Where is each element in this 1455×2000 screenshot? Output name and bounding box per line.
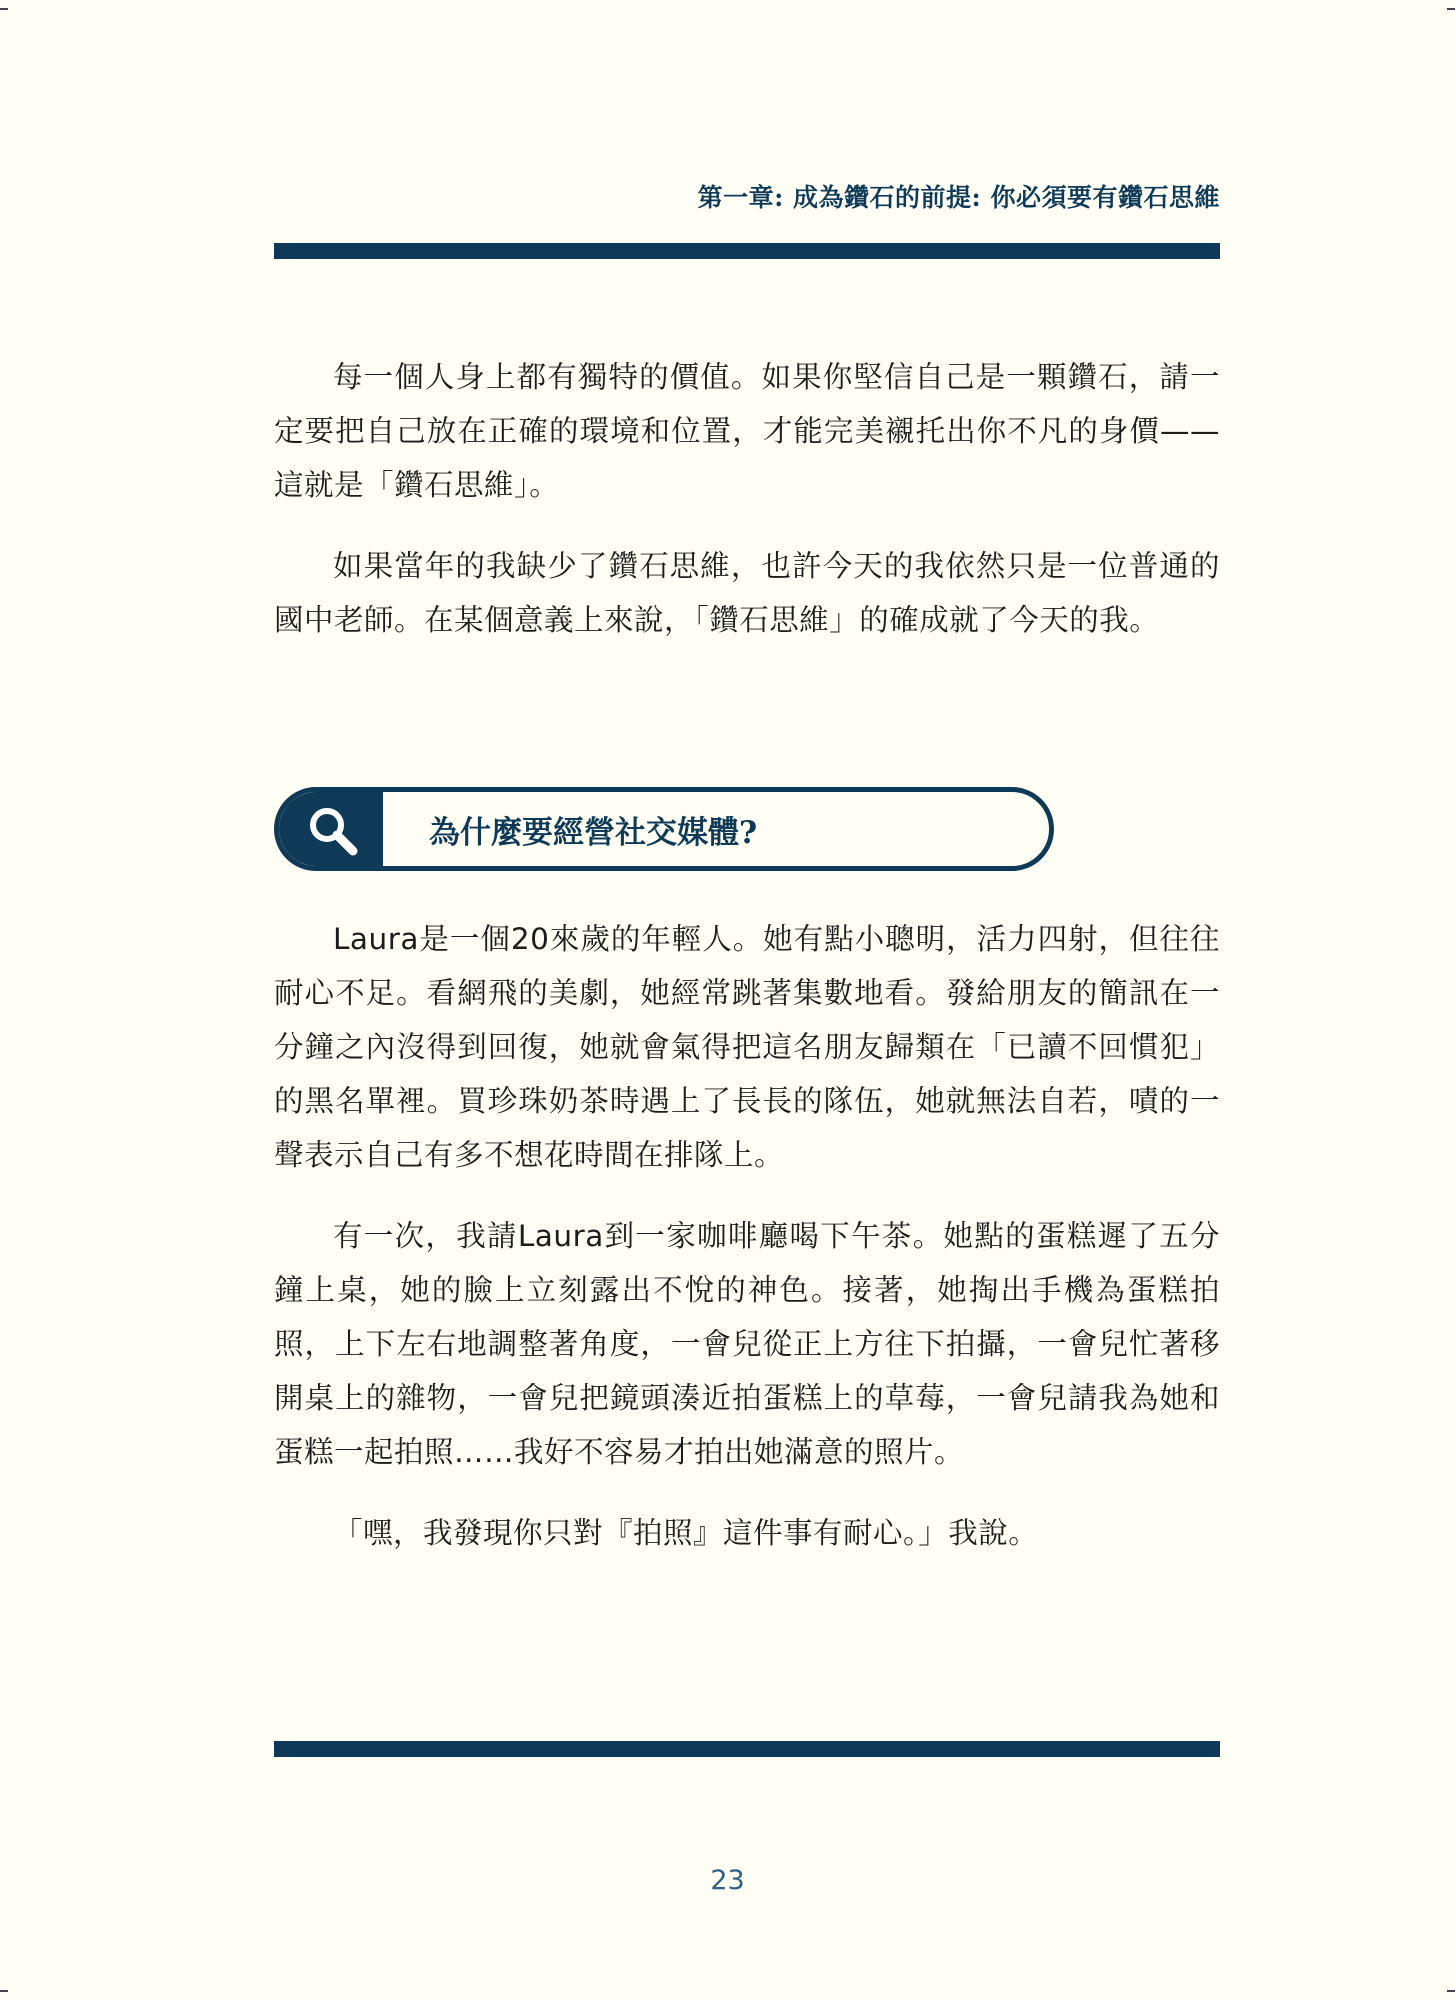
paragraph: 每一個人身上都有獨特的價值。如果你堅信自己是一顆鑽石，請一定要把自己放在正確的環境和位置，才能完美襯托出你不凡的身價——這就是「鑽石思維」。 [274,360,1220,502]
paragraph: 如果當年的我缺少了鑽石思維，也許今天的我依然只是一位普通的國中老師。在某個意義上來說，「鑽石思維」的確成就了今天的我。 [274,549,1220,637]
header-rule [274,243,1220,259]
section-heading [274,787,1054,871]
crop-mark-bottom-left [0,1990,8,1992]
section-text [274,912,1220,1560]
running-head: 第一章: 成為鑽石的前提: 你必須要有鑽石思維 [697,183,1220,212]
paragraph: Laura是一個20來歲的年輕人。她有點小聰明，活力四射，但往往耐心不足。看網飛的美劇，她經常跳著集數地看。發給朋友的簡訊在一分鐘之內沒得到回復，她就會氣得把這名朋友歸類在「已讀不回慣犯」的黑名單裡。買珍珠奶茶時遇上了長長的隊伍，她就無法自若，嘖的一聲表示自己有多不想花時間在排隊上。 [274,922,1220,1172]
page-number: 23 [710,1865,745,1896]
crop-mark-top-left [0,8,8,10]
crop-mark-bottom-right [1447,1990,1455,1992]
intro-text [274,350,1220,647]
heading-icon-panel [279,792,383,866]
footer-rule [274,1741,1220,1757]
crop-mark-top-right [1447,8,1455,10]
search-icon [305,804,361,860]
section-title: 為什麼要經營社交媒體? [429,814,758,851]
paragraph: 有一次，我請Laura到一家咖啡廳喝下午茶。她點的蛋糕遲了五分鐘上桌，她的臉上立刻露出不悅的神色。接著，她掏出手機為蛋糕拍照，上下左右地調整著角度，一會兒從正上方往下拍攝，一會兒忙著移開桌上的雜物，一會兒把鏡頭湊近拍蛋糕上的草莓，一會兒請我為她和蛋糕一起拍照……我好不容易才拍出她滿意的照片。 [274,1219,1220,1469]
paragraph: 「嘿，我發現你只對『拍照』這件事有耐心。」我說。 [333,1516,1039,1550]
